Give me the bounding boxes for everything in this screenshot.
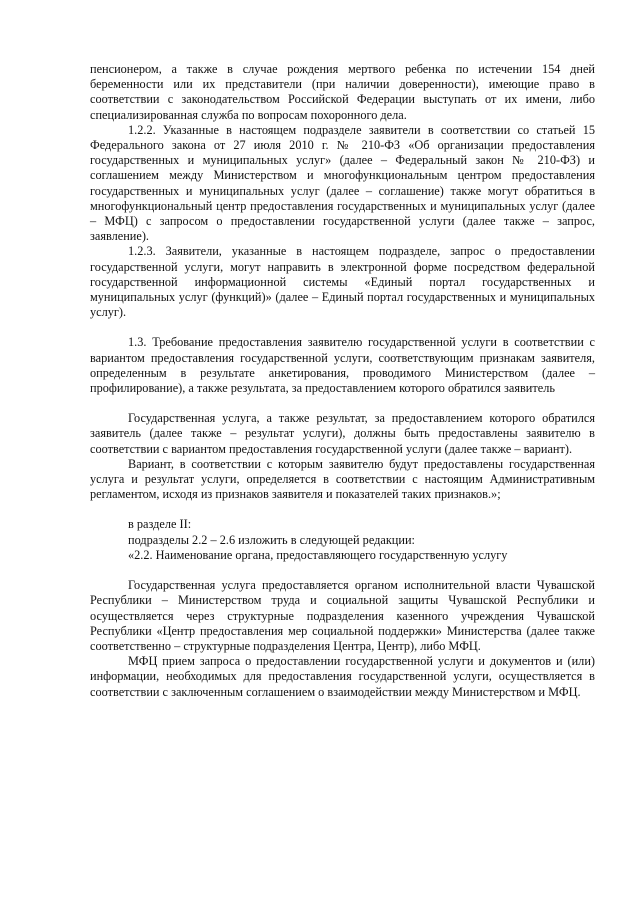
- paragraph-service-result: Государственная услуга, а также результат, за предоставлением которого обратился заявитель (далее также – результат услуги), должны быть предоставлены заявителю в соответствии с вариантом предоставления государственной услуги (далее также – вариант).: [90, 411, 595, 456]
- paragraph-subsections-amend: подразделы 2.2 – 2.6 изложить в следующей редакции:: [128, 532, 415, 547]
- document-page: [90, 62, 595, 700]
- spacer: [90, 396, 595, 411]
- paragraph-applicants-continued: пенсионером, а также в случае рождения мертвого ребенка по истечении 154 дней беременности или их представители (при наличии доверенности), имеющие право в соответствии с законодательством Российской Федерации выступать от их имени, либо специализированная служба по вопросам похоронного дела.: [90, 62, 595, 122]
- paragraph-service-provider: Государственная услуга предоставляется органом исполнительной власти Чувашской Республики – Министерством труда и социальной защиты Чувашской Республики и осуществляется через структурные подразделения казенного учреждения Чувашской Республики «Центр предоставления мер социальной поддержки» Министерства (далее также соответственно – структурные подразделения Центра, Центр), либо МФЦ.: [90, 578, 595, 653]
- paragraph-2-2-heading: «2.2. Наименование органа, предоставляющего государственную услугу: [128, 547, 508, 562]
- paragraph-mfc-reception: МФЦ прием запроса о предоставлении государственной услуги и документов и (или) информации, необходимых для предоставления государственной услуги, осуществляется в соответствии с заключенным соглашением о взаимодействии между Министерством и МФЦ.: [90, 654, 595, 699]
- paragraph-section-ii: в разделе II:: [128, 517, 192, 532]
- paragraph-1-2-3: 1.2.3. Заявители, указанные в настоящем подразделе, запрос о предоставлении государственной услуги, могут направить в электронной форме посредством федеральной государственной информационной системы «Единый портал государственных и муниципальных услуг (функций)» (далее – Единый портал государственных и муниципальных услуг).: [90, 244, 595, 320]
- spacer: [90, 502, 595, 517]
- spacer: [90, 563, 595, 578]
- paragraph-variant: Вариант, в соответствии с которым заявителю будут предоставлены государственная услуга и результат услуги, определяется в соответствии с настоящим Административным регламентом, исходя из признаков заявителя и показателей таких признаков.»;: [90, 456, 595, 502]
- paragraph-1-2-2: 1.2.2. Указанные в настоящем подразделе заявители в соответствии со статьей 15 Федерального закона от 27 июля 2010 г. № 210-ФЗ «Об организации предоставления государственных и муниципальных услуг» (далее – Федеральный закон № 210-ФЗ) и соглашением между Министерством и многофункциональным центром предоставления государственных и муниципальных услуг (далее – соглашение) также могут обратиться в многофункциональный центр предоставления государственных и муниципальных услуг (далее – МФЦ) с запросом о предоставлении государственной услуги (далее также – запрос, заявление).: [90, 122, 595, 244]
- spacer: [90, 320, 595, 335]
- paragraph-1-3-heading: 1.3. Требование предоставления заявителю государственной услуги в соответствии с вариантом предоставления государственной услуги, соответствующим признакам заявителя, определенным в результате анкетирования, проводимого Министерством (далее – профилирование), а также результата, за предоставлением которого обратился заявитель: [90, 335, 595, 396]
